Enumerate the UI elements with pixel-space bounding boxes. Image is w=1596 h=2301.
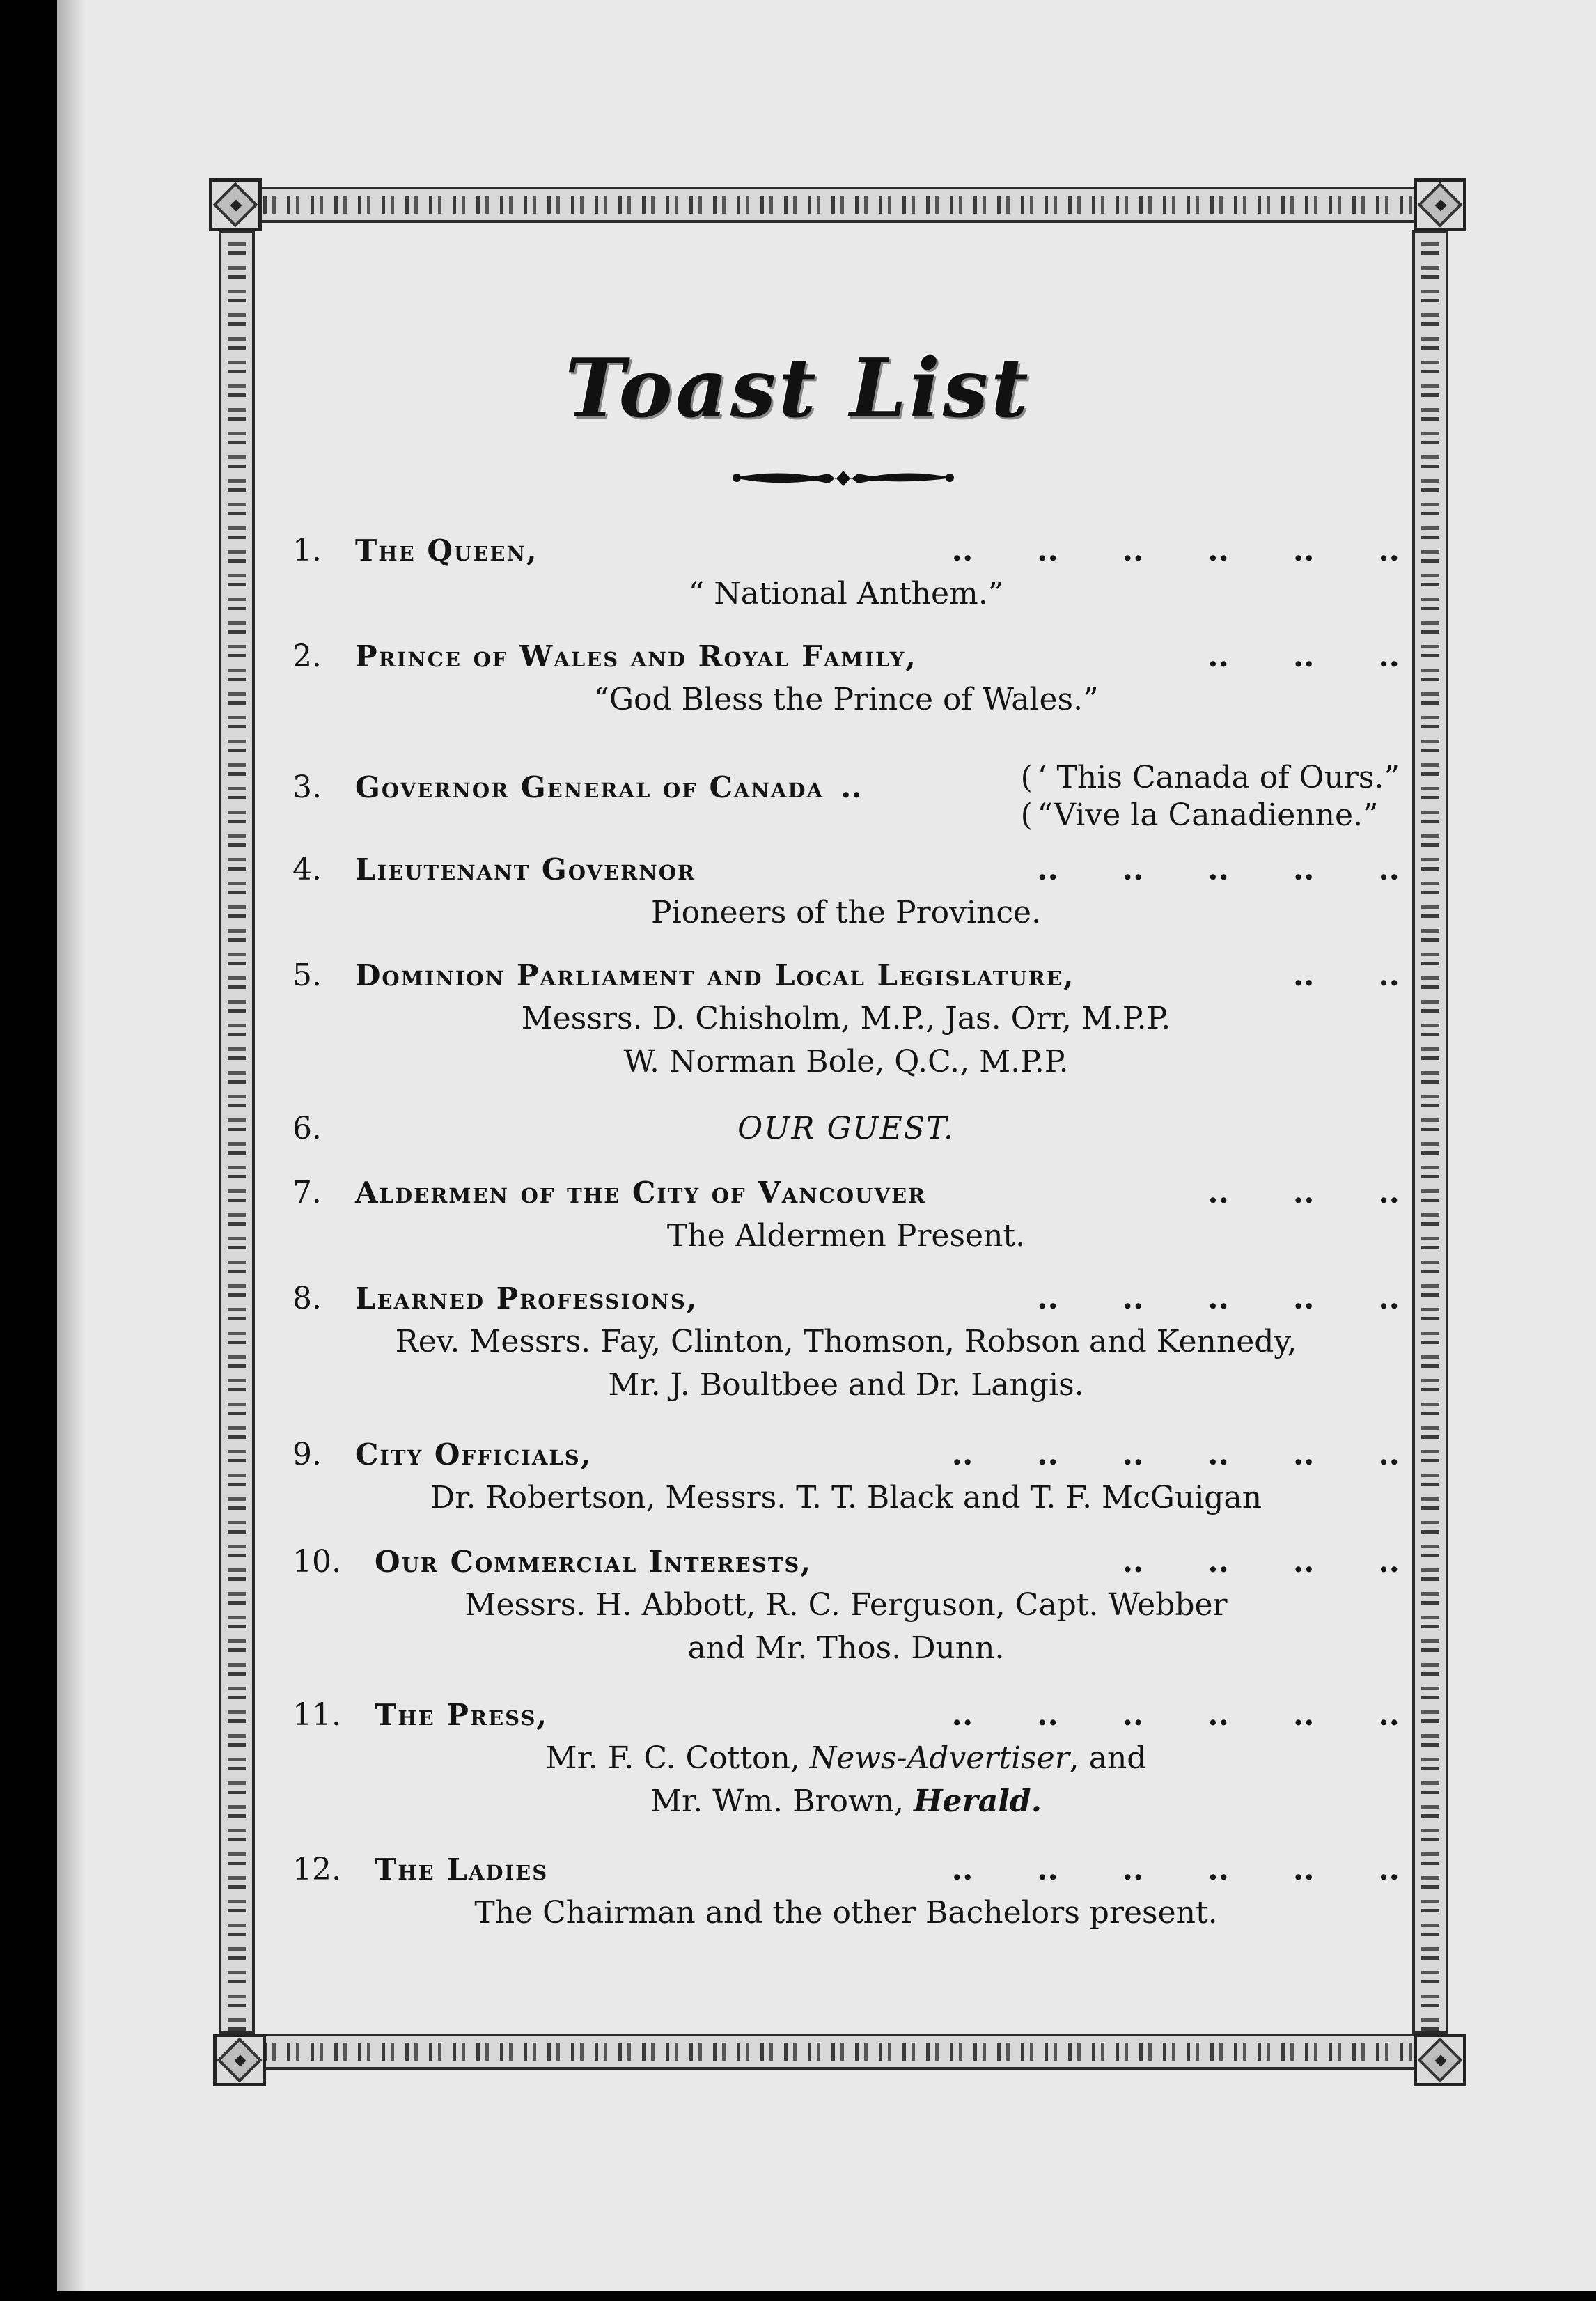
toast-center-heading: OUR GUEST. xyxy=(737,1111,955,1146)
toast-item-1 xyxy=(292,529,1400,616)
leader-dots: .. .. .. .. .. xyxy=(1037,1281,1400,1316)
leader-dots: .. .. .. .. xyxy=(1122,1544,1400,1580)
toast-heading: Learned Professions, xyxy=(355,1281,698,1316)
toast-item-5 xyxy=(292,954,1400,1084)
toast-number: 10. xyxy=(292,1544,341,1580)
leader-dots: .. .. .. .. .. .. xyxy=(951,1437,1400,1472)
toast-heading: City Officials, xyxy=(355,1437,593,1472)
flourish-ornament xyxy=(731,465,955,490)
song-line-1: ‘ This Canada of Ours.” xyxy=(1037,760,1400,795)
corner-ornament-bottom-left xyxy=(213,2034,266,2086)
toast-heading: Lieutenant Governor xyxy=(355,852,696,887)
border-right xyxy=(1412,230,1448,2034)
press-line-1-text: Mr. F. C. Cotton, xyxy=(545,1740,810,1776)
toast-heading: The Ladies xyxy=(375,1852,549,1887)
toast-response: “ National Anthem.” xyxy=(688,576,1004,611)
toast-item-10 xyxy=(292,1540,1400,1670)
toast-number: 8. xyxy=(292,1281,322,1316)
toast-response: Dr. Robertson, Messrs. T. T. Black and T. F. McGuigan xyxy=(430,1480,1262,1515)
leader-dots: .. .. .. xyxy=(1207,639,1400,674)
press-line-2-text: Mr. Wm. Brown, xyxy=(650,1784,914,1819)
leader-dots: .. .. .. .. .. .. xyxy=(951,1852,1400,1887)
toast-number: 12. xyxy=(292,1852,341,1887)
toast-heading: The Press, xyxy=(375,1698,549,1732)
toast-item-8 xyxy=(292,1277,1400,1407)
toast-item-9 xyxy=(292,1433,1400,1520)
toast-response: “God Bless the Prince of Wales.” xyxy=(593,682,1099,717)
toast-response xyxy=(292,1737,1400,1780)
toast-response: Messrs. H. Abbott, R. C. Ferguson, Capt. Webber xyxy=(464,1587,1228,1623)
toast-response: Messrs. D. Chisholm, M.P., Jas. Orr, M.P.P. xyxy=(521,1001,1171,1036)
corner-ornament-bottom-right xyxy=(1414,2034,1466,2086)
toast-number: 2. xyxy=(292,639,322,674)
corner-ornament-top-left xyxy=(209,178,262,231)
toast-number: 1. xyxy=(292,533,322,568)
border-top xyxy=(237,187,1427,223)
toast-response: Pioneers of the Province. xyxy=(650,895,1042,930)
border-bottom xyxy=(237,2034,1427,2070)
toast-number: 7. xyxy=(292,1175,322,1210)
toast-response: Rev. Messrs. Fay, Clinton, Thomson, Robson and Kennedy, xyxy=(395,1324,1297,1359)
leader-dots: .. .. .. .. .. xyxy=(1037,852,1400,887)
toast-heading: The Queen, xyxy=(355,533,538,568)
toast-item-6 xyxy=(292,1107,1400,1150)
toast-response: The Chairman and the other Bachelors present. xyxy=(474,1895,1218,1930)
leader-dots: .. .. xyxy=(1292,958,1400,993)
toast-number: 11. xyxy=(292,1697,341,1733)
corner-ornament-top-right xyxy=(1414,178,1466,231)
toast-songs: ( ‘ This Canada of Ours.” ( “Vive la Canadienne.” xyxy=(1020,760,1400,833)
press-paper-news-advertiser: News-Advertiser xyxy=(809,1740,1070,1776)
toast-number: 9. xyxy=(292,1437,322,1472)
toast-item-7 xyxy=(292,1171,1400,1258)
leader-dots: .. .. .. .. .. .. xyxy=(951,533,1400,568)
toast-heading: Aldermen of the City of Vancouver xyxy=(355,1176,927,1210)
toast-response: Mr. J. Boultbee and Dr. Langis. xyxy=(608,1367,1084,1403)
press-paper-herald: Herald. xyxy=(913,1784,1042,1819)
toast-number: 6. xyxy=(292,1111,322,1146)
toast-item-2 xyxy=(292,635,1400,722)
page-title: Toast List xyxy=(565,341,1031,436)
leader-dots: .. xyxy=(840,770,862,805)
toast-response: The Aldermen Present. xyxy=(666,1218,1026,1254)
toast-item-11 xyxy=(292,1694,1400,1823)
toast-item-3 xyxy=(292,760,1400,833)
leader-dots: .. .. .. xyxy=(1207,1175,1400,1210)
toast-number: 5. xyxy=(292,958,322,993)
toast-response: and Mr. Thos. Dunn. xyxy=(687,1630,1005,1666)
toast-response xyxy=(292,1780,1400,1823)
toast-response: W. Norman Bole, Q.C., M.P.P. xyxy=(623,1044,1069,1079)
toast-heading: Governor General of Canada xyxy=(355,770,824,804)
border-left xyxy=(219,230,255,2034)
toast-heading: Dominion Parliament and Local Legislature, xyxy=(355,958,1075,992)
toast-item-12 xyxy=(292,1848,1400,1935)
toast-number: 4. xyxy=(292,852,322,887)
toast-heading: Our Commercial Interests, xyxy=(375,1545,812,1579)
song-line-2: “Vive la Canadienne.” xyxy=(1037,797,1379,833)
toast-item-4 xyxy=(292,848,1400,935)
press-line-1-end: , and xyxy=(1069,1740,1147,1776)
leader-dots: .. .. .. .. .. .. xyxy=(951,1697,1400,1733)
toast-heading: Prince of Wales and Royal Family, xyxy=(355,639,917,673)
toast-number: 3. xyxy=(292,770,322,805)
